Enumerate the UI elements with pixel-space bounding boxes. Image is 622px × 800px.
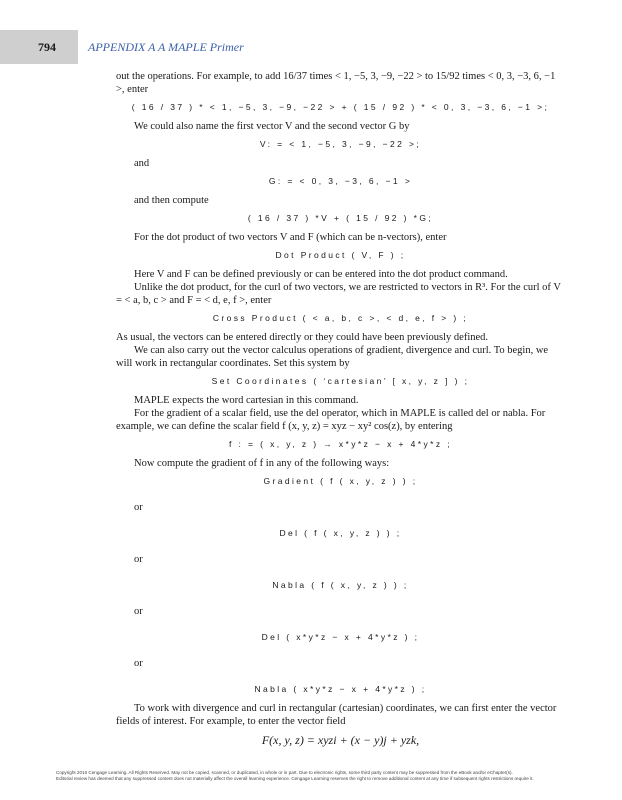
code-line: Del ( x*y*z − x + 4*y*z ) ; [261,632,420,642]
page-body [116,70,565,753]
code-line: Nabla ( x*y*z − x + 4*y*z ) ; [254,684,427,694]
or-text: or [134,554,143,565]
copyright-footer [56,770,576,782]
paragraph: Here V and F can be defined previously or can be entered into the dot product command. [134,269,508,280]
code-line: Nabla ( f ( x, y, z ) ) ; [272,580,409,590]
code-line: Del ( f ( x, y, z ) ) ; [279,528,402,538]
copyright-line-1: Copyright 2010 Cengage Learning. All Rights Reserved. May not be copied, scanned, or duplicated, in whole or in part. Due to electronic rights, some third party content may be suppressed from the eBook and/or eChapter(s). [56,770,513,775]
code-line: ( 16 / 37 ) * < 1, −5, 3, −9, −22 > + ( 15 / 92 ) * < 0, 3, −3, 6, −1 >; [131,102,550,112]
paragraph: As usual, the vectors can be entered directly or they could have been previously defined. [116,332,489,343]
vector-field-formula: F(x, y, z) = xyzi + (x − y)j + yzk, [261,733,420,747]
code-line: Set Coordinates ( ‘cartesian’ [ x, y, z ] ) ; [211,376,470,386]
code-line: V: = < 1, −5, 3, −9, −22 >; [259,139,422,149]
paragraph: To work with divergence and curl in rectangular (cartesian) coordinates, we can first enter the vector fields of interest. For example, to enter the vector field [116,703,557,727]
or-text: or [134,606,143,617]
paragraph: We could also name the first vector V and the second vector G by [134,121,410,132]
paragraph: We can also carry out the vector calculus operations of gradient, divergence and curl. To begin, we will work in rectangular coordinates. Set this system by [116,345,549,369]
paragraph: Now compute the gradient of f in any of the following ways: [134,458,390,469]
copyright-line-2: Editorial review has deemed that any suppressed content does not materially affect the overall learning experience. Cengage Learning reserves the right to remove additional content at any time if subsequent rights restrictions require it. [56,776,534,781]
code-line: f : = ( x, y, z ) → x*y*z − x + 4*y*z ; [228,439,453,449]
and-text: and [134,158,150,169]
running-header-title: APPENDIX A A MAPLE Primer [88,40,244,54]
code-line: Gradient ( f ( x, y, z ) ) ; [263,476,418,486]
paragraph: For the dot product of two vectors V and F (which can be n-vectors), enter [134,232,447,243]
paragraph: out the operations. For example, to add 16/37 times < 1, −5, 3, −9, −22 > to 15/92 times < 0, 3, −3, 6, −1 >, enter [116,71,556,95]
page-number: 794 [38,40,56,54]
code-line: G: = < 0, 3, −3, 6, −1 > [268,176,413,186]
paragraph: and then compute [134,195,209,206]
paragraph: MAPLE expects the word cartesian in this command. [134,395,359,406]
paragraph: Unlike the dot product, for the curl of two vectors, we are restricted to vectors in R³. For the curl of V = < a, b, c > and F = < d, e, f >, enter [116,282,561,306]
or-text: or [134,502,143,513]
code-line: ( 16 / 37 ) *V + ( 15 / 92 ) *G; [247,213,434,223]
or-text: or [134,658,143,669]
code-line: Dot Product ( V, F ) ; [275,250,406,260]
paragraph: For the gradient of a scalar field, use the del operator, which in MAPLE is called del or nabla. For example, we can define the scalar field f (x, y, z) = xyz − xy² cos(z), by entering [116,408,546,432]
code-line: Cross Product ( < a, b, c >, < d, e, f > ) ; [212,313,469,323]
